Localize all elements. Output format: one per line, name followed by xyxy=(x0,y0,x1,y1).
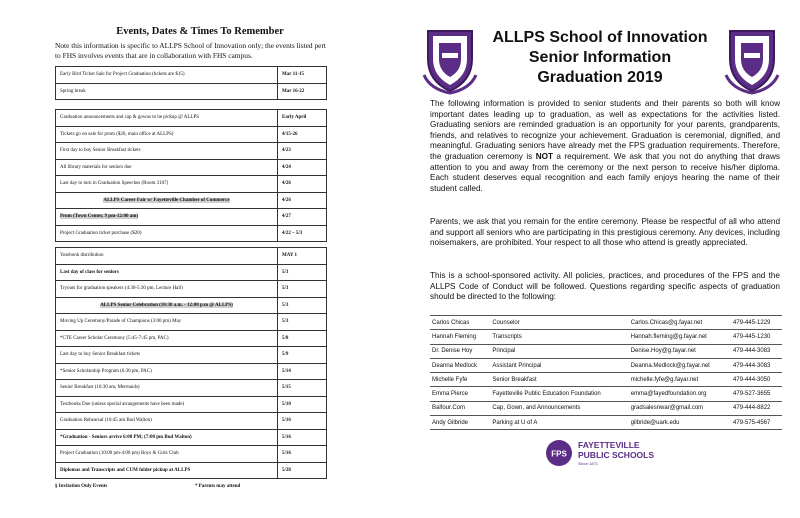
event-cell: Tryouts for graduation speakers (4:30-5:30 pm, Lecture Hall) xyxy=(56,281,278,298)
table-row xyxy=(56,281,327,298)
date-cell: 4/15-26 xyxy=(278,126,327,143)
date-cell: 5/8 xyxy=(278,330,327,347)
intro-text-b: a requirement. We ask that you not do anything that draws attention to you and away from the ceremony or the next person to receive his/her diploma. Each student deserves equal recognition and each family enjoys hearing the name of their student called. xyxy=(430,151,780,193)
event-cell: Last day to buy Senior Breakfast tickets xyxy=(56,347,278,364)
date-cell: 5/28 xyxy=(278,462,327,479)
date-cell: 4/26 xyxy=(278,192,327,209)
contact-phone: 479-527-3655 xyxy=(731,387,782,401)
contact-name: Carlos Chicas xyxy=(430,316,490,330)
table-row xyxy=(56,110,327,127)
highlighted-event: ALLPS Career Fair w/ Fayetteville Chamber of Commerce xyxy=(103,197,230,203)
event-cell: Graduation Rehearsal (10:45 am Bud Walton) xyxy=(56,413,278,430)
policy-paragraph: This is a school-sponsored activity. All policies, practices, and procedures of the FPS and the ALLPS Code of Conduct will be followed. Questions regarding specific aspects of graduation should be directed to the following: xyxy=(430,271,780,302)
event-cell: *CTE Career Scholar Ceremony (5:45-7:45 pm, PAC) xyxy=(56,330,278,347)
event-cell: Graduation announcements and cap & gowns to be pickup @ ALLPS xyxy=(56,110,278,127)
intro-text-a: The following information is provided to senior students and their parents so both will know important dates leading up to graduation, as well as expectations for the activities listed. Graduating seniors are reminded graduation is an opportunity for your parents, grandparents, friends, and relatives to recognize your achievement. Graduation is ceremonial, dignified, and meaningful. Graduating seniors have already met the FPS graduation requirements. Therefore, the graduation ceremony is xyxy=(430,99,780,161)
highlighted-event: Prom (Town Center, 9 pm-12:00 am) xyxy=(60,214,139,220)
date-cell: 5/9 xyxy=(278,347,327,364)
school-crest-right-icon xyxy=(722,25,782,95)
intro-text-not: NOT xyxy=(535,151,553,161)
table-row xyxy=(56,380,327,397)
highlighted-event: ALLPS Senior Celebration (10:30 a.m. - 12:00 p.m @ ALLPS) xyxy=(100,302,233,308)
table-row xyxy=(56,462,327,479)
table-row xyxy=(430,330,782,344)
contact-phone: 479-575-4567 xyxy=(731,416,782,430)
event-cell: Project Graduation (10:00 pm-4:00 pm) Boys & Girls Club xyxy=(56,446,278,463)
date-cell: 4/24 xyxy=(278,159,327,176)
event-cell: First day to buy Senior Breakfast tickets xyxy=(56,143,278,160)
contact-email[interactable]: emma@fayedfoundation.org xyxy=(629,387,731,401)
events-note-line1: Note this information is specific to ALLPS School of Innovation only; the events listed pert xyxy=(55,41,326,50)
contact-role: Cap, Gown, and Announcements xyxy=(490,401,628,415)
table-row xyxy=(56,159,327,176)
page-title xyxy=(470,28,730,88)
event-cell: Tickets go on sale for prom ($20, main office at ALLPS) xyxy=(56,126,278,143)
date-cell: MAY 1 xyxy=(278,248,327,265)
table-row xyxy=(430,416,782,430)
event-cell: Last day to turn in Graduation Speeches (Room 3107) xyxy=(56,176,278,193)
contacts-table xyxy=(430,315,782,430)
contact-name: Dr. Denise Hoy xyxy=(430,344,490,358)
date-cell: 5/3 xyxy=(278,297,327,314)
date-cell: 5/14 xyxy=(278,363,327,380)
date-cell: 5/3 xyxy=(278,264,327,281)
table-row xyxy=(56,363,327,380)
contact-name: Michelle Fyfe xyxy=(430,373,490,387)
contact-name: Balfour.Com xyxy=(430,401,490,415)
fps-badge-text: FPS xyxy=(551,449,567,459)
fps-line3: Since 1871 xyxy=(578,461,599,466)
date-cell: 5/3 xyxy=(278,314,327,331)
fps-line1: FAYETTEVILLE xyxy=(578,440,640,450)
table-row xyxy=(56,143,327,160)
event-cell xyxy=(56,209,278,226)
date-cell: 4/22 – 5/3 xyxy=(278,225,327,242)
date-cell: 4/27 xyxy=(278,209,327,226)
table-row xyxy=(56,192,327,209)
events-table-march xyxy=(55,66,327,100)
title-line-school: ALLPS School of Innovation xyxy=(492,29,708,46)
table-row xyxy=(56,67,327,84)
table-row xyxy=(56,209,327,226)
contact-phone: 479-445-1230 xyxy=(731,330,782,344)
table-row xyxy=(56,446,327,463)
fps-line2: PUBLIC SCHOOLS xyxy=(578,450,655,460)
event-cell: Project Graduation ticket purchase ($20) xyxy=(56,225,278,242)
event-cell: Diplomas and Transcripts and CUM folder pickup at ALLPS xyxy=(56,462,278,479)
contact-role: Parking at U of A xyxy=(490,416,628,430)
contact-name: Emma Pierce xyxy=(430,387,490,401)
contact-phone: 479-445-1229 xyxy=(731,316,782,330)
fps-logo xyxy=(545,438,685,468)
table-row xyxy=(56,176,327,193)
table-row xyxy=(56,330,327,347)
date-cell: Mar 11-15 xyxy=(278,67,327,84)
date-cell: 5/3 xyxy=(278,281,327,298)
event-cell: Spring break xyxy=(56,83,278,100)
table-row xyxy=(430,358,782,372)
table-row xyxy=(56,297,327,314)
date-cell: 5/10 xyxy=(278,396,327,413)
contact-email[interactable]: Deanna.Medlock@g.fayar.net xyxy=(629,358,731,372)
table-row xyxy=(56,314,327,331)
date-cell: 5/16 xyxy=(278,413,327,430)
contact-role: Counselor xyxy=(490,316,628,330)
table-row xyxy=(56,126,327,143)
table-row xyxy=(430,373,782,387)
table-row xyxy=(56,413,327,430)
table-row xyxy=(56,429,327,446)
date-cell: 4/26 xyxy=(278,176,327,193)
table-row xyxy=(56,248,327,265)
event-cell: *Senior Scholarship Program (6:30 pm, PAC) xyxy=(56,363,278,380)
event-cell: Moving Up Ceremony/Parade of Champions (3:00 pm) May xyxy=(56,314,278,331)
event-cell: *Graduation - Seniors arrive 6:00 PM; (7:00 pm Bud Walton) xyxy=(56,429,278,446)
contact-name: Hannah Fleming xyxy=(430,330,490,344)
event-cell: Textbooks Due (unless special arrangements have been made) xyxy=(56,396,278,413)
contact-email[interactable]: Carlos.Chicas@g.fayar.net xyxy=(629,316,731,330)
table-row xyxy=(56,396,327,413)
table-row xyxy=(430,401,782,415)
table-row xyxy=(430,387,782,401)
contact-phone: 479-444-3083 xyxy=(731,358,782,372)
contact-phone: 479-444-3083 xyxy=(731,344,782,358)
event-cell xyxy=(56,192,278,209)
title-line-senior: Senior Information xyxy=(528,49,672,66)
contact-role: Assistant Principal xyxy=(490,358,628,372)
date-cell: 4/23 xyxy=(278,143,327,160)
table-row xyxy=(430,344,782,358)
contact-email[interactable]: michelle.fyfe@g.fayar.net xyxy=(629,373,731,387)
table-row xyxy=(430,316,782,330)
date-cell: Early April xyxy=(278,110,327,127)
contact-role: Transcripts xyxy=(490,330,628,344)
contact-email[interactable]: Hannah.fleming@g.fayar.net xyxy=(629,330,731,344)
contact-role: Senior Breakfast xyxy=(490,373,628,387)
contact-email[interactable]: gradsalesnwar@gmail.com xyxy=(629,401,731,415)
event-cell: All library materials for seniors due xyxy=(56,159,278,176)
contact-role: Fayetteville Public Education Foundation xyxy=(490,387,628,401)
events-title: Events, Dates & Times To Remember xyxy=(116,26,284,37)
footnote-invitation: § Invitation Only Events xyxy=(55,484,108,489)
date-cell: 5/16 xyxy=(278,446,327,463)
contact-role: Principal xyxy=(490,344,628,358)
contact-email[interactable]: Denise.Hoy@g.fayar.net xyxy=(629,344,731,358)
events-note-line2: to FHS involves events that are in collaboration with FHS campus. xyxy=(55,51,253,60)
contact-name: Andy Gilbride xyxy=(430,416,490,430)
table-row xyxy=(56,83,327,100)
footnote-parents: * Parents may attend xyxy=(195,484,241,489)
contact-name: Deanna Medlock xyxy=(430,358,490,372)
contact-phone: 479-444-8822 xyxy=(731,401,782,415)
event-cell xyxy=(56,297,278,314)
contact-email[interactable]: gilbride@uark.edu xyxy=(629,416,731,430)
event-cell: Early Bird Ticket Sale for Project Graduation (tickets are $15) xyxy=(56,67,278,84)
date-cell: Mar 16-22 xyxy=(278,83,327,100)
date-cell: 5/15 xyxy=(278,380,327,397)
parents-paragraph: Parents, we ask that you remain for the entire ceremony. Please be respectful of all who attend and support all seniors who are participating in this prestigious ceremony. Any devices, including noisemakers, are prohibited. Your respect to all those who attend is greatly appreciated. xyxy=(430,217,780,248)
senior-info-page xyxy=(400,0,800,518)
events-table-may xyxy=(55,247,327,479)
table-row xyxy=(56,264,327,281)
intro-paragraph xyxy=(430,99,780,194)
event-cell: Senior Breakfast (10:30 am, Mermaids) xyxy=(56,380,278,397)
table-row xyxy=(56,347,327,364)
contact-phone: 479-444-3050 xyxy=(731,373,782,387)
events-note xyxy=(55,41,355,61)
table-row xyxy=(56,225,327,242)
title-line-graduation: Graduation 2019 xyxy=(537,69,663,86)
date-cell: 5/16 xyxy=(278,429,327,446)
events-table-april xyxy=(55,109,327,242)
event-cell: Yearbook distribution xyxy=(56,248,278,265)
event-cell: Last day of class for seniors xyxy=(56,264,278,281)
